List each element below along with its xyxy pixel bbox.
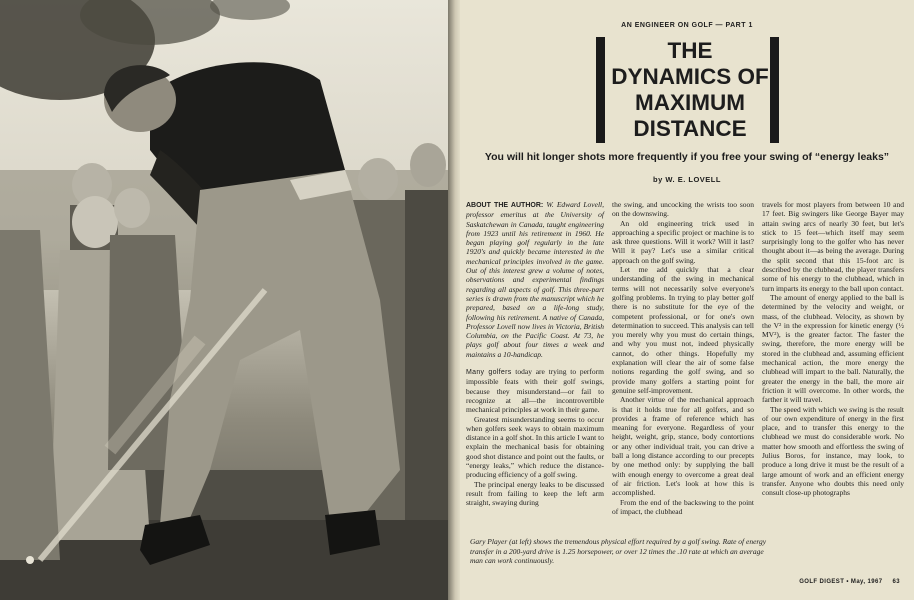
page-number: 63 [892,579,900,585]
paragraph: The principal energy leaks to be discussed result from failing to keep the left arm straight, swaying during [466,479,604,508]
paragraph: the swing, and uncocking the wrists too soon on the downswing. [612,200,754,219]
photo-page [0,0,452,600]
text-column-1 [466,200,604,508]
title-bar-left [596,37,605,143]
title-line: MAXIMUM [635,90,745,115]
author-note-text: W. Edward Lovell, professor emeritus at the University of Saskatchewan in Canada, taught engineering from 1923 until his retirement in 1960. He began playing golf regularly in the late 1920's and quickly became interested in the mechanical principles involved in the game. Out of this interest grew a volume of notes, observations and experimental findings regarding all aspects of golf. This three-part series is drawn from the manuscript which he prepared, based on a life-long study, following his retirement. A native of Canada, Professor Lovell now lives in Victoria, British Columbia, on the Pacific Coast. At 73, he plays golf about four times a week and maintains a 10-handicap. [466,200,605,359]
page-gutter [448,0,460,600]
title-bar-right [770,37,779,143]
series-kicker: AN ENGINEER ON GOLF — PART 1 [621,22,753,29]
paragraph: Another virtue of the mechanical approach is that it holds true for all golfers, and so provides a frame of reference which has meaning for everyone. Regardless of your height, weight, grip, stance, body contortions or any other individual trait, you can drive a ball a long distance according to our precepts by one method only: by supplying the ball with enough energy to overcome a great deal of air friction. Let's look at how this is accomplished. [612,395,754,498]
paragraph: The speed with which we swing is the result of our own expenditure of energy in the first place, and to transfer this energy to the clubhead we must do considerable work. No matter how smooth and effortless the swing of Julius Boros, for instance, may look, to produce a long drive it must be the result of a large amount of work and an efficient energy transfer. Anyone who doubts this need only consult close-up photographs [762,404,904,498]
title-line: THE [667,38,713,63]
paragraph: travels for most players from between 10 and 17 feet. Big swingers like George Bayer may attain swing arcs of nearly 30 feet, but let's stick to 15 feet—which itself may seem surprisingly long to the golfer who has never thought about it—as being the average. During the split second that this 15-foot arc is described by the clubhead, the player transfers some of his energy to the clubhead, which in turn imparts its energy to the ball upon contact. [762,200,904,293]
paragraph [466,367,604,414]
paragraph: Let me add quickly that a clear understanding of the swing in mechanical terms will not necessarily solve everyone's golfing problems. In trying to play better golf there is no substitute for the eye of the competent professional, or for one's own determination to succeed. This analysis can tell you merely why you must do certain things, and why you must not, indeed physically cannot, do other things. Hopefully my explanation will clear the air of some false notions regarding the golf swing, and so provide many golfers a starting point for genuine self-improvement. [612,265,754,395]
article-page [460,0,914,600]
author-note-lead: ABOUT THE AUTHOR: [466,202,544,209]
paragraph: The amount of energy applied to the ball is determined by the velocity and weight, or mass, of the clubhead. Velocity, as shown by the V² in the expression for kinetic energy (½ MV²), is the greater factor. The faster the swing, therefore, the more energy will be stored in the clubhead and, assuming efficient mechanical action, the more energy the clubhead will impart to the ball. Naturally, the greater the energy in the ball, the more air friction it will overcome. In other words, the farther it will travel. [762,292,904,405]
article-title [610,38,770,142]
issue-date: May, 1967 [850,579,883,585]
magazine-name: GOLF DIGEST [799,579,845,585]
paragraph-lead: Many golfers [466,369,512,377]
photo-caption: Gary Player (at left) shows the tremendous physical effort required by a golf swing. Rate of energy transfer in a 200-yard drive is 1.25 horsepower, or over 12 times the .10 rate at which an average man can work continuously. [470,537,767,566]
text-column-2 [612,200,754,516]
page-footer [799,579,900,585]
title-line: DISTANCE [633,116,747,141]
author-note [466,200,604,359]
golfer-photo [0,0,452,600]
text-column-3 [762,200,904,498]
paragraph: From the end of the backswing to the point of impact, the clubhead [612,497,754,516]
byline: by W. E. LOVELL [653,175,721,184]
paragraph: Greatest misunderstanding seems to occur when golfers seek ways to obtain maximum distance in a golf shot. In this article I want to explain the mechanical basis for obtaining good shot distance and point out the faults, or “energy leaks,” which reduce the distance-producing efficiency of a golf swing. [466,414,604,480]
paragraph: An old engineering trick used in approaching a specific project or machine is to ask three questions. Will it work? Will it last? Will it pay? Let's use a similar critical approach on the golf swing. [612,218,754,265]
article-deck: You will hit longer shots more frequently if you free your swing of “energy leaks” [484,151,890,163]
footer-separator: • [846,579,851,585]
paragraph-text: today are trying to perform impossible feats with their golf swings, because they misunderstand—or fail to recognize at all—the incontrovertible mechanical principles at work in their game. [466,367,604,415]
title-line: DYNAMICS OF [611,64,769,89]
